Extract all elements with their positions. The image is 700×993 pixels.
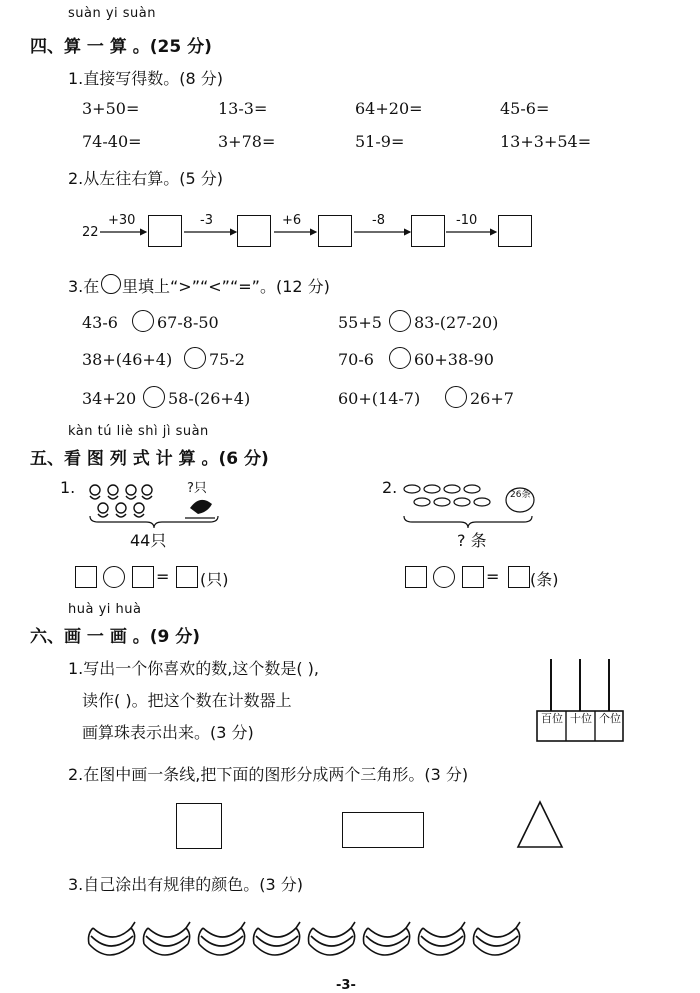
q1-item: 3+50=	[82, 99, 140, 118]
answer-box[interactable]	[498, 215, 532, 247]
equals-sign: =	[156, 567, 170, 586]
answer-box[interactable]	[148, 215, 182, 247]
compare-right: 58-(26+4)	[168, 389, 251, 408]
q6-1-line2: 读作( )。把这个数在计数器上	[82, 691, 292, 710]
chain-op: +30	[108, 213, 136, 228]
compare-right: 83-(27-20)	[414, 313, 499, 332]
answer-box[interactable]	[462, 566, 484, 588]
pic2-total: ? 条	[457, 531, 487, 550]
compare-right: 26+7	[470, 389, 514, 408]
sec6-title: 六、画 一 画 。(9 分)	[30, 627, 201, 647]
answer-box[interactable]	[405, 566, 427, 588]
sec6-pinyin: huà yi huà	[68, 602, 142, 617]
chain-op: -10	[456, 213, 478, 228]
compare-left: 43-6	[82, 313, 118, 332]
q6-1-line3: 画算珠表示出来。(3 分)	[82, 723, 254, 742]
compare-left: 70-6	[338, 350, 374, 369]
abacus-label: 个位	[599, 712, 621, 725]
pic1-question: ?只	[187, 481, 207, 496]
answer-box[interactable]	[75, 566, 97, 588]
sec4-title: 四、算 一 算 。(25 分)	[30, 37, 212, 57]
sec5-title: 五、看 图 列 式 计 算 。(6 分)	[30, 449, 269, 469]
q1-item: 51-9=	[355, 132, 405, 151]
compare-circle[interactable]	[445, 386, 467, 408]
brace	[402, 514, 534, 528]
compare-right: 67-8-50	[157, 313, 219, 332]
compare-circle[interactable]	[184, 347, 206, 369]
compare-circle-sample	[101, 274, 121, 294]
page-number: -3-	[336, 978, 356, 993]
q1-item: 64+20=	[355, 99, 423, 118]
compare-right: 60+38-90	[414, 350, 494, 369]
answer-box[interactable]	[176, 566, 198, 588]
compare-left: 55+5	[338, 313, 382, 332]
pic1-total: 44只	[130, 531, 167, 550]
q6-3-title: 3.自己涂出有规律的颜色。(3 分)	[68, 875, 304, 894]
sec5-pinyin: kàn tú liè shì jì suàn	[68, 424, 209, 439]
compare-circle[interactable]	[132, 310, 154, 332]
abacus-label: 十位	[570, 712, 592, 725]
q1-item: 74-40=	[82, 132, 142, 151]
operator-circle[interactable]	[433, 566, 455, 588]
compare-right: 75-2	[209, 350, 245, 369]
operator-circle[interactable]	[103, 566, 125, 588]
q6-1-line1: 1.写出一个你喜欢的数,这个数是( ),	[68, 659, 320, 678]
unit-label: (只)	[200, 570, 229, 589]
abacus[interactable]	[536, 655, 626, 745]
q2-title: 2.从左往右算。(5 分)	[68, 169, 224, 188]
q1-item: 45-6=	[500, 99, 550, 118]
answer-box[interactable]	[318, 215, 352, 247]
answer-box[interactable]	[411, 215, 445, 247]
rectangle-shape[interactable]	[342, 812, 424, 848]
compare-left: 60+(14-7)	[338, 389, 421, 408]
pic2-number: 2.	[382, 478, 398, 497]
pic1-number: 1.	[60, 478, 76, 497]
answer-box[interactable]	[132, 566, 154, 588]
q1-item: 13+3+54=	[500, 132, 592, 151]
answer-box[interactable]	[508, 566, 530, 588]
q1-title: 1.直接写得数。(8 分)	[68, 69, 224, 88]
compare-left: 34+20	[82, 389, 137, 408]
chain-op: -3	[200, 213, 213, 228]
equals-sign: =	[486, 567, 500, 586]
abacus-label: 百位	[541, 712, 563, 725]
sec4-pinyin: suàn yi suàn	[68, 6, 157, 21]
compare-circle[interactable]	[389, 347, 411, 369]
compare-left: 38+(46+4)	[82, 350, 173, 369]
chain-op: +6	[282, 213, 302, 228]
answer-box[interactable]	[237, 215, 271, 247]
q3-title-post: 里填上“>”“<”“=”。(12 分)	[122, 277, 330, 296]
compare-circle[interactable]	[389, 310, 411, 332]
q1-item: 13-3=	[218, 99, 268, 118]
brace	[88, 514, 220, 528]
bowl-label: 26条	[510, 490, 531, 500]
q1-item: 3+78=	[218, 132, 276, 151]
chain-start: 22	[82, 225, 99, 240]
compare-circle[interactable]	[143, 386, 165, 408]
q6-2-title: 2.在图中画一条线,把下面的图形分成两个三角形。(3 分)	[68, 765, 469, 784]
q3-title-pre: 3.在	[68, 277, 100, 296]
square-shape[interactable]	[176, 803, 222, 849]
chain-op: -8	[372, 213, 385, 228]
unit-label: (条)	[530, 570, 559, 589]
triangle-shape[interactable]	[516, 800, 564, 850]
banana-row[interactable]	[85, 908, 535, 968]
